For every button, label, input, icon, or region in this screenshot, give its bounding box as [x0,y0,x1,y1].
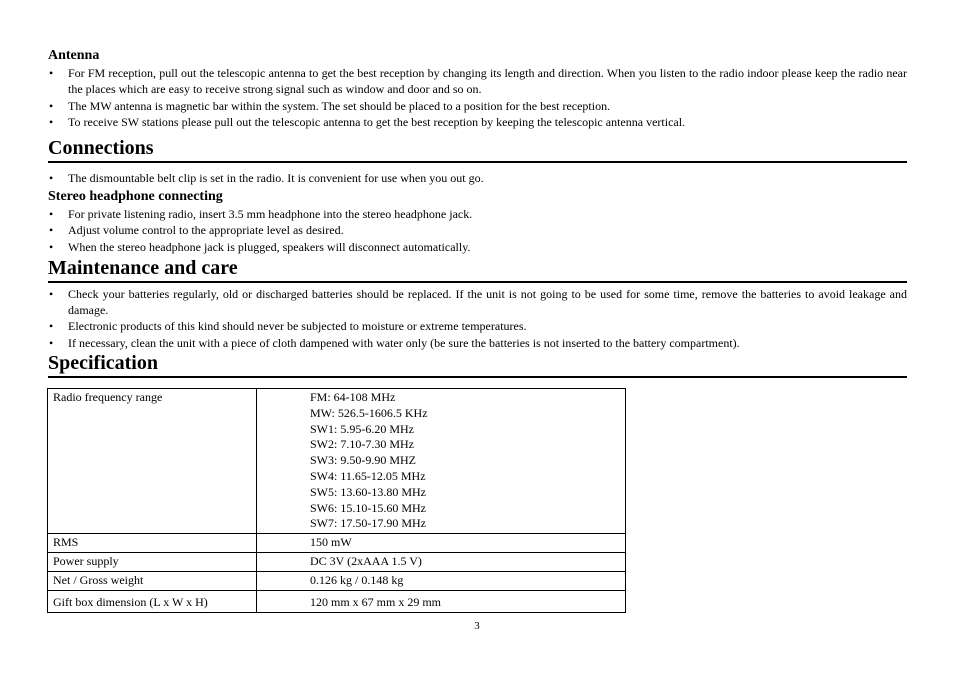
headphone-list [48,206,907,255]
spec-label: Gift box dimension (L x W x H) [48,590,257,613]
table-row [48,590,626,613]
spec-value: DC 3V (2xAAA 1.5 V) [257,552,626,571]
spec-value: FM: 64-108 MHz MW: 526.5-1606.5 KHz SW1: 5.95-6.20 MHz SW2: 7.10-7.30 MHz SW3: 9.50-9.90 MHZ SW4: 11.65-12.05 MHz SW5: 13.60-13.80 MHz SW6: 15.10-15.60 MHz SW7: 17.50-17.90 MHz [257,389,626,534]
specification-section [48,351,907,378]
list-item: • Adjust volume control to the appropriate level as desired. [49,223,344,238]
antenna-heading: Antenna [48,48,100,63]
bullet-icon: • [49,66,54,80]
headphone-subheading: Stereo headphone connecting [48,188,223,204]
table-row [48,534,626,553]
bullet-icon: • [49,335,54,350]
spec-value: 150 mW [257,534,626,553]
list-item: • When the stereo headphone jack is plugged, speakers will disconnect automatically. [49,239,471,254]
bullet-icon: • [49,223,54,238]
bullet-icon: • [49,171,54,186]
bullet-icon: • [49,206,54,221]
spec-value: 120 mm x 67 mm x 29 mm [257,590,626,613]
antenna-list [48,65,907,130]
connections-section [48,136,907,255]
spec-label: Net / Gross weight [48,571,257,590]
spec-value: 0.126 kg / 0.148 kg [257,571,626,590]
bullet-icon: • [49,286,54,301]
list-item: • The dismountable belt clip is set in the radio. It is convenient for use when you out go. [49,171,484,186]
connections-title: Connections [48,136,907,163]
spec-label: Radio frequency range [48,389,257,534]
table-row [48,571,626,590]
maintenance-section [48,256,907,351]
spec-label: Power supply [48,552,257,571]
connections-list [48,170,907,186]
bullet-icon: • [49,239,54,254]
specification-title: Specification [48,351,907,378]
table-row [48,389,626,534]
list-item: • To receive SW stations please pull out the telescopic antenna to get the best reception by keeping the telescopic antenna vertical. [49,115,686,130]
table-row [48,552,626,571]
bullet-icon: • [49,319,54,334]
document-page [48,46,907,378]
list-item: • The MW antenna is magnetic bar within the system. The set should be placed to a position for the best reception. [49,98,611,113]
maintenance-list [48,286,907,351]
maintenance-title: Maintenance and care [48,256,907,283]
bullet-icon: • [49,98,54,113]
page-number: 3 [474,620,480,632]
specification-table [47,388,626,613]
list-item: • If necessary, clean the unit with a piece of cloth dampened with water only (be sure the batteries is not inserted to the battery compartment). [49,335,740,350]
list-item: • For private listening radio, insert 3.5 mm headphone into the stereo headphone jack. [49,206,473,221]
list-item: • Electronic products of this kind should never be subjected to moisture or extreme temperatures. [49,319,527,334]
list-item: • Check your batteries regularly, old or discharged batteries should be replaced. If the unit is not going to be used for some time, remove the batteries to avoid leakage and damage. [49,286,907,317]
spec-label: RMS [48,534,257,553]
list-item: • For FM reception, pull out the telescopic antenna to get the best reception by changing its length and direction. When you listen to the radio indoor please keep the radio near the places which are easy to receive strong signal such as window and door and so on. [49,66,907,96]
antenna-section [48,46,907,130]
bullet-icon: • [49,115,54,130]
